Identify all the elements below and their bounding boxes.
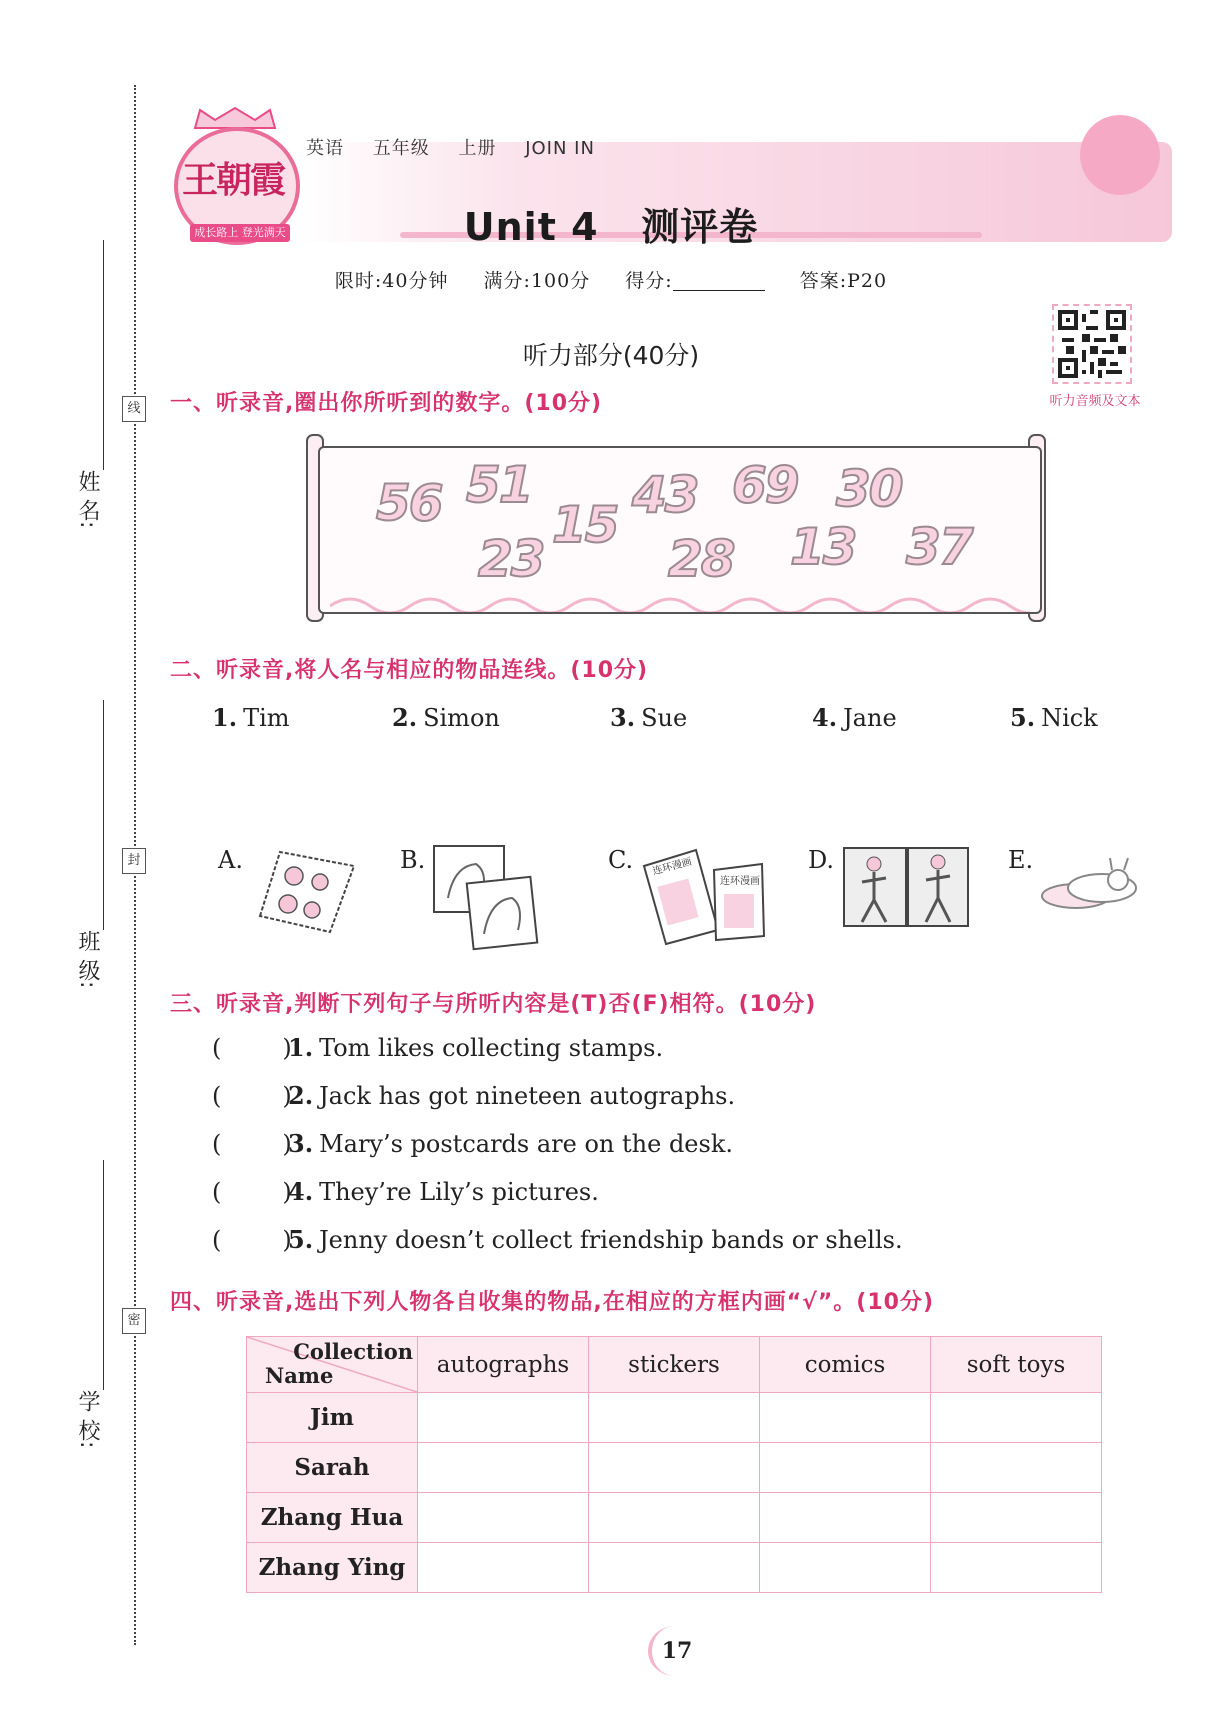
row-header: Sarah [247,1443,418,1493]
cut-mark-seal: 封 [122,848,146,874]
pictures-image[interactable] [430,842,542,954]
statement-number: 2. [288,1081,314,1110]
section-3-title: 三、听录音,判断下列句子与所听内容是(T)否(F)相符。(10分) [170,992,817,1017]
edition: JOIN IN [525,138,595,159]
statement-number: 5. [288,1225,314,1254]
name-tim[interactable] [212,703,290,732]
subject-line [306,134,617,160]
check-cell[interactable] [418,1543,589,1593]
class-blank[interactable] [103,700,104,930]
check-cell[interactable] [760,1543,931,1593]
number-43[interactable]: 43 [632,466,698,524]
statement-text: Mary’s postcards are on the desk. [319,1130,733,1158]
check-cell[interactable] [760,1493,931,1543]
exam-meta [0,266,1222,293]
sun-decoration [1080,115,1160,195]
statement-2[interactable] [212,1081,735,1110]
option-b-letter: B. [400,846,426,874]
school-label: 学 校: [75,1390,100,1449]
table-row [247,1543,1102,1593]
check-cell[interactable] [760,1443,931,1493]
column-header: soft toys [931,1337,1102,1393]
statement-1[interactable] [212,1033,663,1062]
check-cell[interactable] [418,1443,589,1493]
name-number: 2. [392,703,418,732]
page-title: Unit 4 测评卷 [463,205,759,249]
score-blank[interactable] [673,272,765,291]
stickers-image[interactable] [250,846,356,934]
table-corner-cell [247,1337,418,1393]
number-23[interactable]: 23 [478,530,544,588]
statement-text: Jenny doesn’t collect friendship bands or shells. [319,1226,903,1254]
page-number: 17 [648,1626,702,1676]
section-1-title: 一、听录音,圈出你所听到的数字。(10分) [170,391,603,416]
check-cell[interactable] [760,1393,931,1443]
option-d-letter: D. [808,846,835,874]
collection-table [246,1336,1102,1593]
statement-text: Jack has got nineteen autographs. [319,1082,736,1110]
name-sue[interactable] [610,703,687,732]
name-text: Simon [423,704,500,732]
school-blank[interactable] [103,1160,104,1390]
statement-number: 3. [288,1129,314,1158]
check-cell[interactable] [589,1493,760,1543]
logo-slogan: 成长路上 登光满天 [190,224,290,242]
answer-paren[interactable]: ( ) [212,1082,292,1110]
row-header: Zhang Ying [247,1543,418,1593]
option-c-letter: C. [608,846,634,874]
full-score: 满分:100分 [483,270,591,292]
number-69[interactable]: 69 [732,456,798,514]
cut-mark-secret: 密 [122,1308,146,1334]
comics-image[interactable] [640,846,766,946]
check-cell[interactable] [418,1393,589,1443]
number-13[interactable]: 13 [790,518,856,576]
answer-page: 答案:P20 [799,270,888,292]
section-2-title: 二、听录音,将人名与相应的物品连线。(10分) [170,658,649,683]
option-e-letter: E. [1008,846,1034,874]
check-cell[interactable] [931,1393,1102,1443]
check-cell[interactable] [931,1443,1102,1493]
answer-paren[interactable]: ( ) [212,1178,292,1206]
statement-3[interactable] [212,1129,733,1158]
name-label: 姓 名: [75,470,100,529]
statement-text: Tom likes collecting stamps. [319,1034,664,1062]
number-51[interactable]: 51 [466,456,532,514]
statement-5[interactable] [212,1225,903,1254]
name-number: 5. [1010,703,1036,732]
table-row [247,1493,1102,1543]
soft-toys-image[interactable] [1038,852,1142,922]
row-header: Jim [247,1393,418,1443]
row-header: Zhang Hua [247,1493,418,1543]
name-number: 4. [812,703,838,732]
column-header: stickers [589,1337,760,1393]
number-28[interactable]: 28 [668,530,734,588]
table-header-row [247,1337,1102,1393]
table-row [247,1443,1102,1493]
option-a-letter: A. [218,846,243,874]
column-header: comics [760,1337,931,1393]
logo-text: 王朝霞 [181,159,284,201]
answer-paren[interactable]: ( ) [212,1034,292,1062]
name-number: 1. [212,703,238,732]
name-text: Nick [1041,704,1098,732]
name-simon[interactable] [392,703,500,732]
name-nick[interactable] [1010,703,1098,732]
check-cell[interactable] [418,1493,589,1543]
number-15[interactable]: 15 [552,496,618,554]
statement-number: 4. [288,1177,314,1206]
column-header: autographs [418,1337,589,1393]
cut-mark-line: 线 [122,396,146,422]
table-row [247,1393,1102,1443]
check-cell[interactable] [589,1443,760,1493]
name-text: Tim [243,704,290,732]
check-cell[interactable] [589,1543,760,1593]
subject: 英语 [306,138,344,159]
comic-title-2: 连环漫画 [720,876,760,887]
score-label: 得分: [625,270,673,292]
corner-name: Name [265,1363,334,1388]
corner-collection: Collection [293,1339,413,1364]
time-limit: 限时:40分钟 [334,270,449,292]
answer-paren[interactable]: ( ) [212,1226,292,1254]
number-30[interactable]: 30 [836,460,902,518]
wave-decoration [330,588,1030,612]
check-cell[interactable] [589,1393,760,1443]
grade: 五年级 [372,138,430,159]
comic-title-1: 连环漫画 [651,856,694,878]
volume: 上册 [458,138,497,159]
listening-title: 听力部分(40分) [522,341,700,370]
qr-label: 听力音频及文本 [1049,394,1141,409]
check-cell[interactable] [931,1493,1102,1543]
name-text: Sue [641,704,688,732]
number-56[interactable]: 56 [376,474,442,532]
section-4-title: 四、听录音,选出下列人物各自收集的物品,在相应的方框内画“√”。(10分) [170,1290,935,1315]
check-cell[interactable] [931,1543,1102,1593]
name-jane[interactable] [812,703,897,732]
number-37[interactable]: 37 [906,518,972,576]
name-number: 3. [610,703,636,732]
name-text: Jane [843,704,897,732]
statement-4[interactable] [212,1177,599,1206]
class-label: 班 级: [75,930,100,989]
answer-paren[interactable]: ( ) [212,1130,292,1158]
autographs-image[interactable] [842,846,970,928]
statement-number: 1. [288,1033,314,1062]
statement-text: They’re Lily’s pictures. [319,1178,599,1206]
